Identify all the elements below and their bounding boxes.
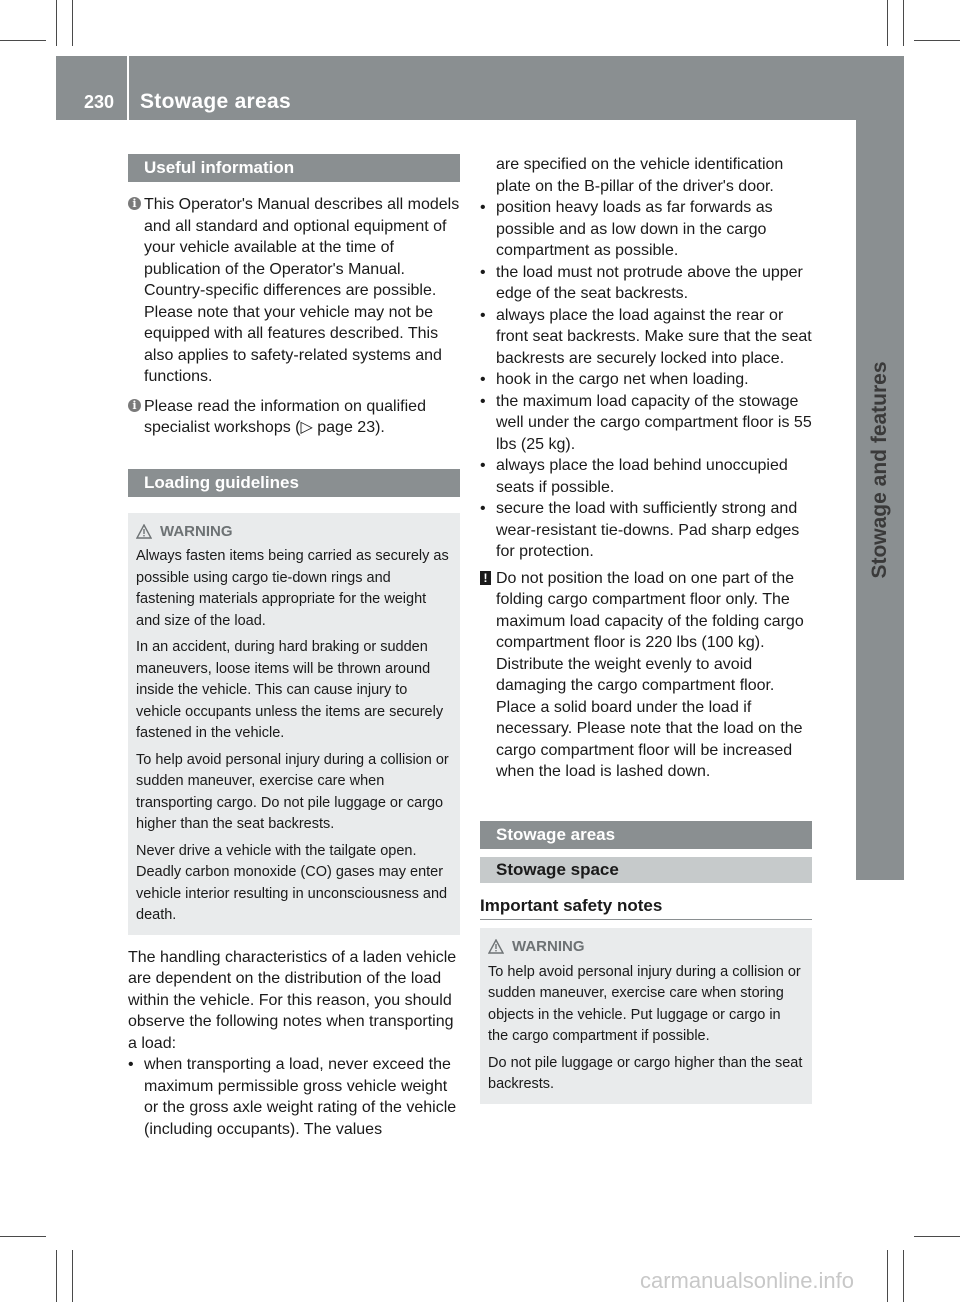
list-item <box>480 391 812 456</box>
section-heading-loading-guidelines: Loading guidelines <box>128 469 460 497</box>
section-heading-stowage-areas: Stowage areas <box>480 821 812 849</box>
caution-note <box>480 568 812 783</box>
bullet-marker: • <box>480 306 486 324</box>
list-item <box>480 197 812 262</box>
crop-mark <box>56 1250 57 1302</box>
info-icon: i <box>128 197 141 210</box>
side-tab-label: Stowage and features <box>868 361 891 579</box>
list-item-text: the maximum load capacity of the stowage well under the cargo compartment floor is 55 lbs (25 kg). <box>496 392 812 453</box>
crop-mark <box>914 1236 960 1237</box>
warning-box <box>128 513 460 935</box>
page-title: Stowage areas <box>140 90 291 113</box>
crop-mark <box>0 1236 46 1237</box>
list-item <box>480 262 812 305</box>
list-item <box>480 455 812 498</box>
warning-title <box>136 521 452 543</box>
bullet-marker: • <box>480 371 486 388</box>
crop-mark <box>903 1250 904 1302</box>
list-item-text: always place the load against the rear or front seat backrests. Make sure that the seat backrests are securely locked into place. <box>496 306 812 367</box>
crop-mark <box>72 1250 73 1302</box>
crop-mark <box>0 40 46 41</box>
list-item <box>480 369 812 391</box>
warning-box <box>480 928 812 1104</box>
list-item-text: position heavy loads as far forwards as possible and as low down in the cargo compartment as possible. <box>496 199 773 259</box>
warning-triangle-icon <box>136 524 152 539</box>
info-note-text: This Operator's Manual describes all models and all standard and optional equipment of your vehicle available at the time of publication of the Operator's Manual. Country-specific differences are possible. Please note that your vehicle may not be equipped with all features described. This also applies to safety-related systems and functions. <box>144 196 460 385</box>
subsection-heading-stowage-space: Stowage space <box>480 857 812 883</box>
warning-paragraph: Do not pile luggage or cargo higher than the seat backrests. <box>488 1054 803 1092</box>
list-item-text: secure the load with sufficiently strong and wear-resistant tie-downs. Pad sharp edges for protection. <box>496 500 800 560</box>
crop-mark <box>887 1250 888 1302</box>
warning-label: WARNING <box>160 522 233 540</box>
warning-label: WARNING <box>512 938 585 955</box>
list-item-text: the load must not protrude above the upper edge of the seat backrests. <box>496 263 803 302</box>
crop-mark <box>903 0 904 46</box>
body-paragraph: The handling characteristics of a laden vehicle are dependent on the distribution of the load within the vehicle. For this reason, you should observe the following notes when transporting a load: <box>128 948 457 1052</box>
info-note <box>128 194 460 388</box>
list-item <box>128 1054 460 1140</box>
info-note-text: Please read the information on qualified specialist workshops (▷ page 23). <box>144 397 426 436</box>
header-divider <box>127 56 129 120</box>
warning-paragraph: To help avoid personal injury during a collision or sudden maneuver, exercise care when storing objects in the vehicle. Put luggage or cargo in the cargo compartment if possible. <box>488 963 801 1044</box>
caution-note-text: Do not position the load on one part of the folding cargo compartment floor only. The maximum load capacity of the folding cargo compartment floor is 220 lbs (100 kg). Distribute the weight evenly to avoid damaging the cargo compartment floor. Place a solid board under the load if necessary. Please note that the load on the cargo compartment floor will be increased when the load is lashed down. <box>496 569 804 780</box>
list-item-text: always place the load behind unoccupied seats if possible. <box>496 457 788 496</box>
crop-mark <box>887 0 888 46</box>
warning-title <box>488 936 804 958</box>
warning-triangle-icon <box>488 939 504 954</box>
list-item-text: when transporting a load, never exceed the maximum permissible gross vehicle weight or the gross axle weight rating of the vehicle (including occupants). The values <box>144 1056 457 1138</box>
list-item-continuation: are specified on the vehicle identification plate on the B-pillar of the driver's door. <box>496 156 784 195</box>
crop-mark <box>914 40 960 41</box>
right-column <box>480 154 812 1104</box>
watermark: carmanualsonline.info <box>640 1268 855 1293</box>
left-column <box>128 154 460 1140</box>
page-number: 230 <box>84 92 115 112</box>
list-item-text: hook in the cargo net when loading. <box>496 371 749 388</box>
exclamation-icon: ! <box>480 571 491 585</box>
bullet-marker: • <box>480 263 486 281</box>
list-item <box>480 498 812 563</box>
section-heading-useful-information: Useful information <box>128 154 460 182</box>
heading-important-safety-notes: Important safety notes <box>480 895 812 921</box>
warning-paragraph: To help avoid personal injury during a collision or sudden maneuver, exercise care when transporting cargo. Do not pile luggage or cargo higher than the seat backrests. <box>136 751 449 832</box>
info-note <box>128 396 460 439</box>
crop-mark <box>72 0 73 46</box>
bullet-marker: • <box>480 500 486 517</box>
warning-paragraph: In an accident, during hard braking or sudden maneuvers, loose items will be thrown around inside the vehicle. This can cause injury to vehicle occupants unless the items are securely fastened in the vehicle. <box>136 639 444 741</box>
info-icon: i <box>128 399 141 412</box>
bullet-marker: • <box>480 457 486 474</box>
bullet-marker: • <box>480 392 486 410</box>
list-item <box>480 305 812 370</box>
bullet-marker: • <box>480 199 486 216</box>
warning-paragraph: Never drive a vehicle with the tailgate open. Deadly carbon monoxide (CO) gases may enter vehicle interior resulting in unconsciousness and death. <box>136 842 448 923</box>
crop-mark <box>56 0 57 46</box>
warning-paragraph: Always fasten items being carried as securely as possible using cargo tie-down rings and fastening materials appropriate for the weight and size of the load. <box>136 548 449 629</box>
bullet-marker: • <box>128 1056 134 1073</box>
